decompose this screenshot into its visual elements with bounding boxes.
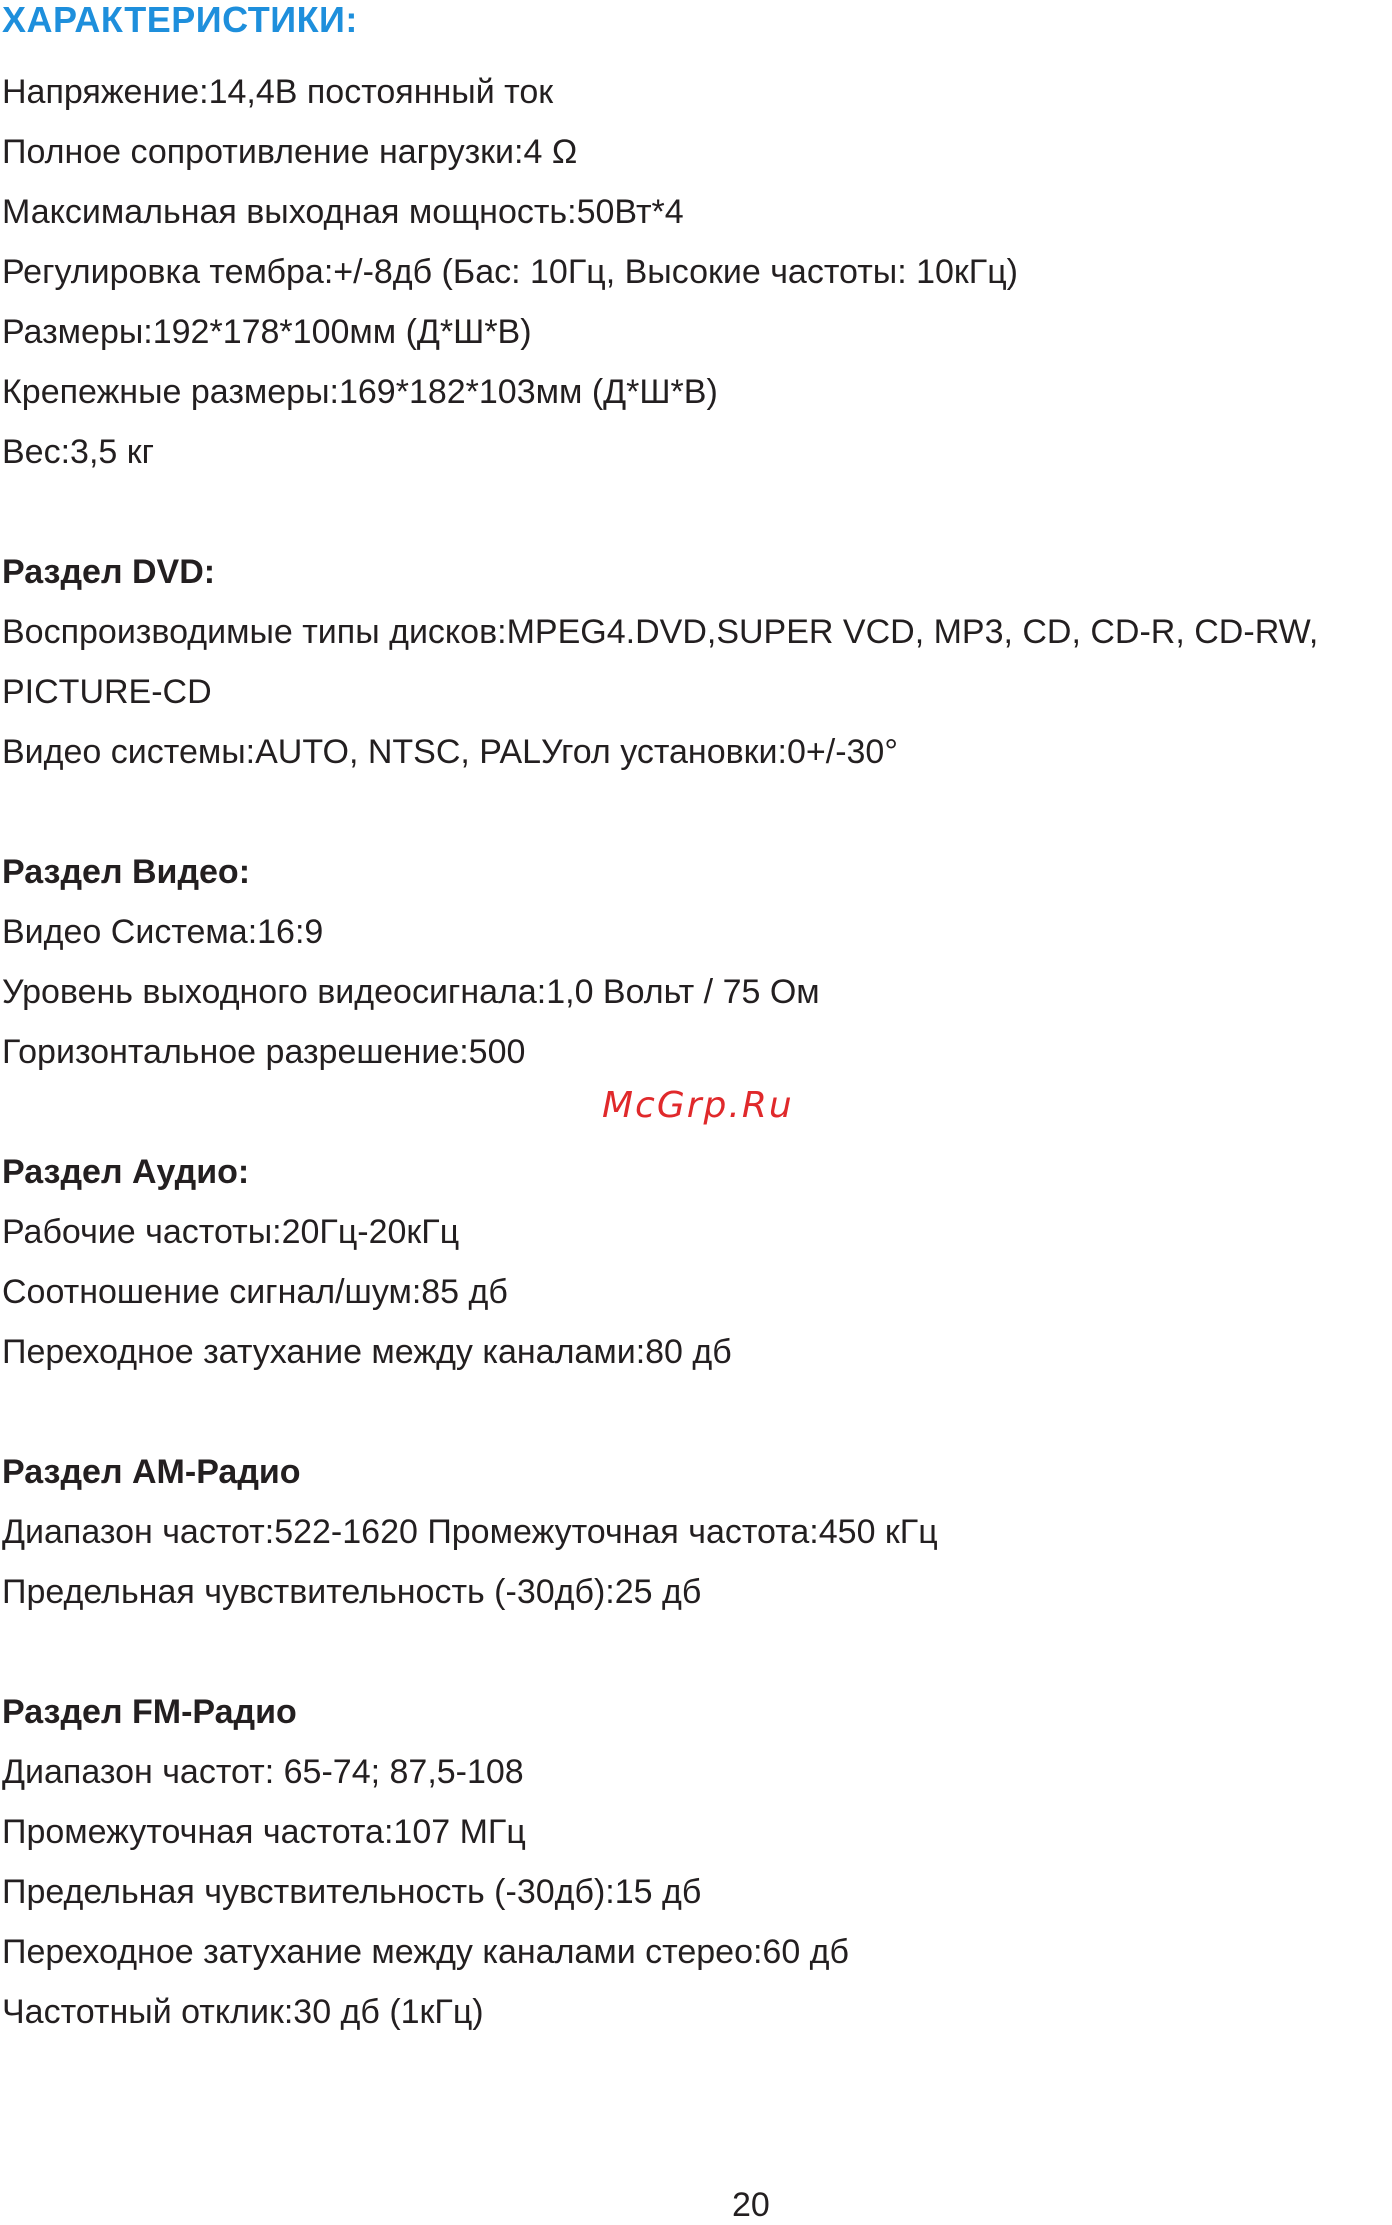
spec-line-weight: Вес:3,5 кг [2,433,155,471]
spec-line: Воспроизводимые типы дисков:MPEG4.DVD,SUPER VCD, MP3, CD, CD-R, CD-RW, [2,613,1319,651]
spec-line-voltage: Напряжение:14,4В постоянный ток [2,73,554,111]
section-heading-am-radio: Раздел АМ-Радио [2,1453,301,1491]
spec-line: Переходное затухание между каналами:80 дб [2,1333,732,1371]
section-heading-video: Раздел Видео: [2,853,251,891]
section-heading-audio: Раздел Аудио: [2,1153,250,1191]
spec-line: Предельная чувствительность (-30дб):15 дб [2,1873,702,1911]
section-dvd [2,542,1387,782]
section-fm-radio [2,1682,1387,2042]
page-number: 20 [732,2186,770,2224]
watermark-link[interactable]: McGrp.Ru [602,1085,794,1126]
spec-line: Частотный отклик:30 дб (1кГц) [2,1993,484,2031]
section-gap [2,1622,1387,1682]
spec-line-mount-dimensions: Крепежные размеры:169*182*103мм (Д*Ш*В) [2,373,718,411]
spec-line-dimensions: Размеры:192*178*100мм (Д*Ш*В) [2,313,532,351]
section-heading-dvd: Раздел DVD: [2,553,216,591]
section-audio [2,1142,1387,1382]
section-gap [2,782,1387,842]
spec-line: Диапазон частот:522-1620 Промежуточная частота:450 кГц [2,1513,938,1551]
spec-line: Горизонтальное разрешение:500 [2,1033,526,1071]
spec-line: Диапазон частот: 65-74; 87,5-108 [2,1753,524,1791]
spec-line-power: Максимальная выходная мощность:50Вт*4 [2,193,684,231]
general-specs [2,62,1387,482]
spec-line-impedance: Полное сопротивление нагрузки:4 Ω [2,133,578,171]
spec-line: Переходное затухание между каналами стерео:60 дб [2,1933,849,1971]
section-video [2,842,1387,1082]
spec-line: Уровень выходного видеосигнала:1,0 Вольт / 75 Ом [2,973,820,1011]
section-gap [2,1382,1387,1442]
spec-line: Видео системы:AUTO, NTSC, PALУгол установки:0+/-30° [2,733,898,771]
section-heading-fm-radio: Раздел FM-Радио [2,1693,297,1731]
section-gap [2,482,1387,542]
spec-line: Промежуточная частота:107 МГц [2,1813,526,1851]
spec-line: Рабочие частоты:20Гц-20кГц [2,1213,460,1251]
spec-line: PICTURE-CD [2,673,212,711]
spec-line: Предельная чувствительность (-30дб):25 дб [2,1573,702,1611]
spec-document [2,0,1387,2042]
spec-line-tone: Регулировка тембра:+/-8дб (Бас: 10Гц, Высокие частоты: 10кГц) [2,253,1018,291]
document-title: ХАРАКТЕРИСТИКИ: [2,0,358,40]
section-am-radio [2,1442,1387,1622]
spec-line: Видео Система:16:9 [2,913,324,951]
spec-line: Соотношение сигнал/шум:85 дб [2,1273,508,1311]
